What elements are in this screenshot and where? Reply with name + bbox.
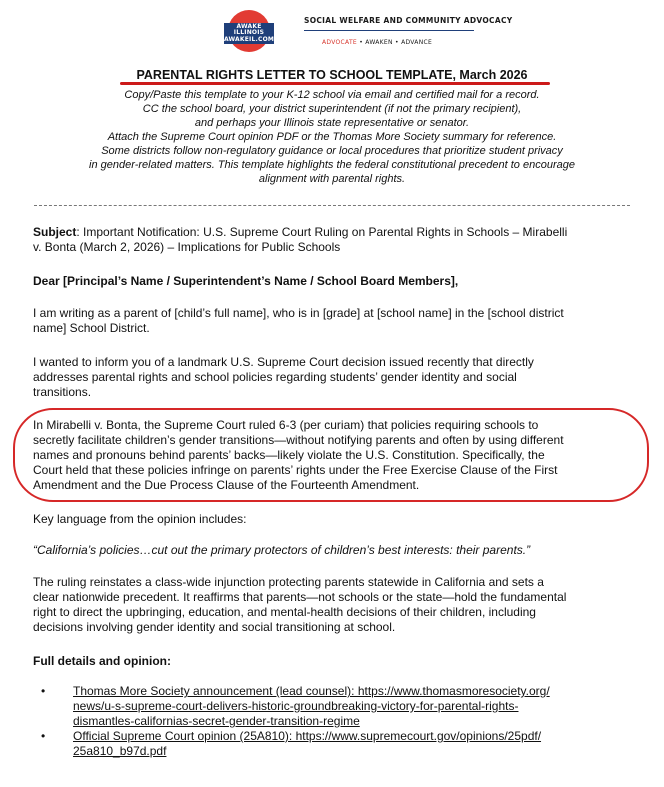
org-name: SOCIAL WELFARE AND COMMUNITY ADVOCACY [304, 16, 513, 25]
instruction-line: Some districts follow non-regulatory guidance or local procedures that prioritize student privacy [101, 145, 563, 157]
paragraph-landmark: I wanted to inform you of a landmark U.S. Supreme Court decision issued recently that directly addresses parental rights and school policies regarding students’ gender identity and social transitions. [33, 355, 534, 399]
tagline-advocate: ADVOCATE [322, 39, 358, 46]
bullet-icon: • [41, 729, 46, 743]
awake-illinois-logo [224, 10, 274, 58]
tagline-advance: ADVANCE [401, 39, 433, 46]
document-title: PARENTAL RIGHTS LETTER TO SCHOOL TEMPLATE, March 2026 [136, 68, 528, 82]
org-tagline: ADVOCATE • AWAKEN • ADVANCE [322, 39, 433, 46]
subject-text-2: v. Bonta (March 2, 2026) – Implications for Public Schools [33, 240, 341, 254]
tagline-awaken: AWAKEN [365, 39, 393, 46]
instruction-line: in gender-related matters. This template highlights the federal constitutional precedent to encourage [89, 159, 575, 171]
title-underline-mark [120, 82, 550, 85]
instruction-line: Attach the Supreme Court opinion PDF or the Thomas More Society summary for reference. [107, 131, 557, 143]
links-list [33, 684, 643, 759]
instruction-line: CC the school board, your district superintendent (if not the primary recipient), [142, 103, 522, 115]
logo-line-1: AWAKE [236, 22, 262, 30]
paragraph-precedent: The ruling reinstates a class-wide injunction protecting parents statewide in California and sets a clear nationwide precedent. It reaffirms that parents—not schools or the state—hold the fundamental right to direct the upbringing, education, and mental-health decisions of their children, including decisions involving gender identity and social transitioning at school. [33, 575, 567, 634]
thomas-more-link[interactable]: Thomas More Society announcement (lead counsel): https://www.thomasmoresociety.org/ news/u-s-supreme-court-delivers-historic-groundbreaking-victory-for-parental-rights- dismantles-californias-secret-gender-transition-regime [73, 684, 550, 728]
list-item [33, 729, 643, 759]
key-language-intro: Key language from the opinion includes: [33, 512, 247, 526]
section-divider [34, 205, 630, 206]
subject-label: Subject [33, 225, 77, 239]
opinion-quote: “California’s policies…cut out the primary protectors of children’s best interests: their parents.” [33, 543, 531, 557]
logo-band [224, 23, 274, 44]
instruction-line: Copy/Paste this template to your K-12 school via email and certified mail for a record. [124, 89, 540, 101]
header-logo [224, 10, 644, 58]
paragraph-ruling: In Mirabelli v. Bonta, the Supreme Court ruled 6-3 (per curiam) that policies requiring schools to secretly facilitate children’s gender transitions—without notifying parents and often by using different names and pronouns behind parents’ backs—likely violate the U.S. Constitution. Specifically, the Court held that these policies infringe on parents’ rights under the Free Exercise Clause of the First Amendment and the Due Process Clause of the Fourteenth Amendment. [33, 418, 564, 492]
subject-text-1: : Important Notification: U.S. Supreme Court Ruling on Parental Rights in Schools – Mirabelli [76, 225, 568, 239]
logo-line-2: ILLINOIS [233, 29, 265, 37]
org-divider [304, 30, 474, 31]
salutation: Dear [Principal’s Name / Superintendent’s Name / School Board Members], [33, 274, 459, 288]
paragraph-intro: I am writing as a parent of [child’s full name], who is in [grade] at [school name] in the [school district name] School District. [33, 306, 564, 335]
subject-block [33, 225, 643, 255]
bullet-icon: • [41, 684, 46, 698]
instruction-line: alignment with parental rights. [258, 173, 406, 185]
instruction-line: and perhaps your Illinois state representative or senator. [194, 117, 470, 129]
supreme-court-opinion-link[interactable]: Official Supreme Court opinion (25A810): https://www.supremecourt.gov/opinions/25pdf/ 25a810_b97d.pdf [73, 729, 542, 758]
logo-line-3: AWAKEIL.COM [223, 35, 275, 43]
list-item [33, 684, 643, 729]
details-heading: Full details and opinion: [33, 654, 171, 668]
instructions [0, 88, 664, 186]
